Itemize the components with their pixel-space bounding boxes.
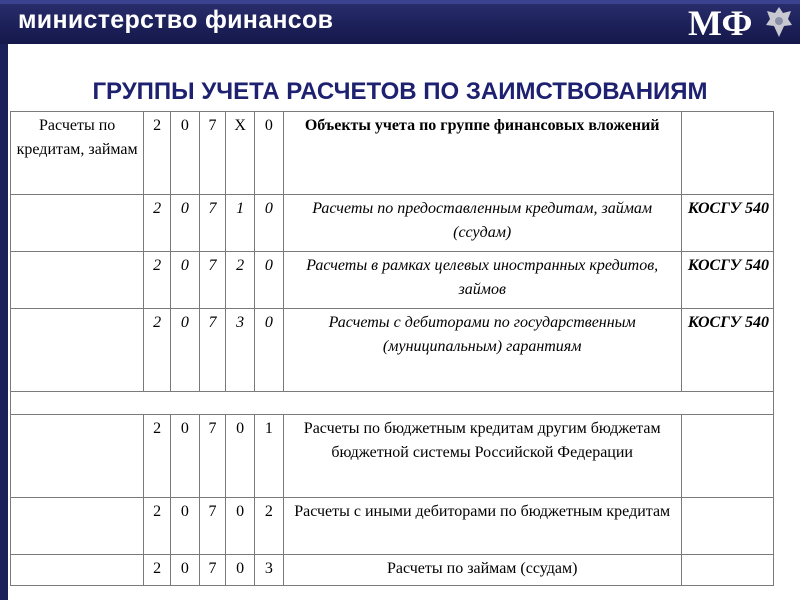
empty-cell: [681, 555, 773, 586]
ministry-logo: МФ: [688, 3, 753, 43]
digit-cell: 0: [255, 195, 284, 252]
header-label-cell: Расчеты по кредитам, займам: [11, 112, 144, 195]
digit-cell: 2: [144, 252, 171, 309]
digit-cell: 2: [144, 112, 171, 195]
digit-cell: 0: [170, 415, 199, 498]
digit-cell: 0: [170, 252, 199, 309]
digit-cell: 2: [144, 195, 171, 252]
digit-cell: Х: [226, 112, 255, 195]
digit-cell: 0: [226, 555, 255, 586]
kosgu-cell: КОСГУ 540: [681, 309, 773, 392]
digit-cell: 2: [226, 252, 255, 309]
digit-cell: 0: [170, 112, 199, 195]
header-desc-cell: Объекты учета по группе финансовых вложений: [283, 112, 681, 195]
empty-cell: [11, 498, 144, 555]
spacer-row: [11, 392, 774, 415]
empty-cell: [681, 415, 773, 498]
table-row: [11, 555, 774, 586]
table-header-row: [11, 112, 774, 195]
spacer-cell: [11, 392, 774, 415]
digit-cell: 0: [255, 252, 284, 309]
digit-cell: 0: [170, 498, 199, 555]
digit-cell: 7: [199, 112, 226, 195]
kosgu-cell: КОСГУ 540: [681, 195, 773, 252]
table-row: [11, 309, 774, 392]
empty-cell: [11, 415, 144, 498]
digit-cell: 0: [255, 112, 284, 195]
digit-cell: 7: [199, 415, 226, 498]
empty-cell: [11, 195, 144, 252]
empty-cell: [11, 309, 144, 392]
digit-cell: 2: [144, 555, 171, 586]
table-row: [11, 195, 774, 252]
desc-cell: Расчеты в рамках целевых иностранных кредитов, займов: [283, 252, 681, 309]
digit-cell: 0: [226, 498, 255, 555]
empty-cell: [681, 498, 773, 555]
desc-cell: Расчеты по предоставленным кредитам, займам (ссудам): [283, 195, 681, 252]
digit-cell: 7: [199, 252, 226, 309]
desc-cell: Расчеты с иными дебиторами по бюджетным кредитам: [283, 498, 681, 555]
empty-cell: [681, 112, 773, 195]
table-row: [11, 415, 774, 498]
digit-cell: 0: [255, 309, 284, 392]
eagle-crest-icon: [764, 4, 794, 40]
header-bar: [0, 0, 800, 44]
desc-cell: Расчеты по займам (ссудам): [283, 555, 681, 586]
digit-cell: 7: [199, 498, 226, 555]
digit-cell: 0: [170, 555, 199, 586]
left-decor-bar: [0, 44, 8, 600]
desc-cell: Расчеты с дебиторами по государственным (муниципальным) гарантиям: [283, 309, 681, 392]
desc-cell: Расчеты по бюджетным кредитам другим бюджетам бюджетной системы Российской Федерации: [283, 415, 681, 498]
page-title: ГРУППЫ УЧЕТА РАСЧЕТОВ ПО ЗАИМСТВОВАНИЯМ: [92, 78, 708, 105]
digit-cell: 7: [199, 309, 226, 392]
digit-cell: 2: [144, 309, 171, 392]
empty-cell: [11, 555, 144, 586]
table-row: [11, 498, 774, 555]
digit-cell: 0: [170, 195, 199, 252]
digit-cell: 2: [255, 498, 284, 555]
digit-cell: 3: [226, 309, 255, 392]
digit-cell: 2: [144, 498, 171, 555]
table-row: [11, 252, 774, 309]
digit-cell: 7: [199, 195, 226, 252]
accounts-table: [10, 111, 774, 586]
header-band: [0, 0, 800, 4]
ministry-title: министерство финансов: [18, 6, 334, 34]
digit-cell: 3: [255, 555, 284, 586]
digit-cell: 2: [144, 415, 171, 498]
digit-cell: 0: [226, 415, 255, 498]
digit-cell: 1: [255, 415, 284, 498]
digit-cell: 1: [226, 195, 255, 252]
kosgu-cell: КОСГУ 540: [681, 252, 773, 309]
digit-cell: 0: [170, 309, 199, 392]
digit-cell: 7: [199, 555, 226, 586]
empty-cell: [11, 252, 144, 309]
